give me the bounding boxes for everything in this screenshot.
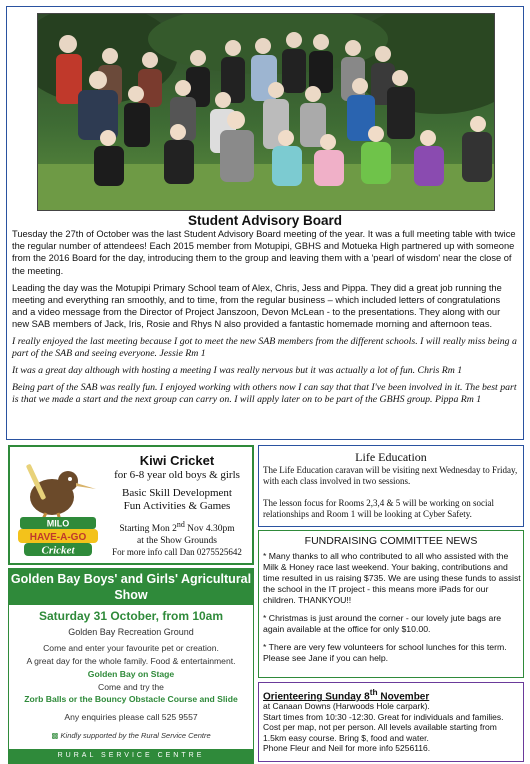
show-line: Come and try the	[98, 682, 164, 692]
student-advisory-board-article	[6, 6, 524, 440]
kiwi-venue: at the Show Grounds	[137, 535, 217, 546]
logo-text-have-a-go: HAVE-A-GO	[29, 532, 87, 543]
fundraising-body	[263, 551, 521, 671]
life-education-paragraph: The Life Education caravan will be visiting next Wednesday to Friday, with each class involved in two sessions.	[263, 465, 518, 486]
show-sponsor-note	[9, 731, 253, 740]
fundraising-item: * Many thanks to all who contributed to all who assisted with the Milk & Honey race last weekend. Your baking, contributions and time resulted in us raising $735. We are using these funds to assist the school in the IT project - this means more iPads for our children. THANKYOU!!	[263, 551, 521, 605]
fundraising-news	[258, 530, 524, 678]
article-body	[12, 228, 518, 412]
kiwi-cricket-subtitle: for 6-8 year old boys & girls	[114, 469, 240, 481]
kiwi-cricket-notice	[8, 445, 254, 565]
kiwi-cricket-activities	[102, 487, 252, 513]
group-photo-image	[38, 14, 495, 211]
show-heading: Golden Bay Boys' and Girls' Agricultural Show	[9, 569, 253, 605]
logo-text-milo: MILO	[46, 518, 70, 529]
show-venue: Golden Bay Recreation Ground	[68, 627, 194, 637]
orienteering-title-month: November	[377, 691, 430, 703]
article-paragraph: Tuesday the 27th of October was the last Student Advisory Board meeting of the year. It was a full meeting table with twice the regular number of attendees! Each 2015 member from Motupipi, GBHS and Motueka High partnered up with someone from the 2016 Board for the day, introducing them to the group and leaving them with a 'pearl of wisdom' near the close of the meeting.	[12, 229, 516, 276]
show-attractions: Zorb Balls or the Bouncy Obstacle Course and Slide	[24, 694, 238, 704]
show-stage: Golden Bay on Stage	[87, 669, 175, 679]
article-paragraph: Leading the day was the Motupipi Primary School team of Alex, Chris, Jess and Pippa. They did a great job running the meeting and everything ran smoothly, and to time, from the regular business – which included letters of congratulations and a video message from the Director of Project Janszoon, Devon McLean - to the presentations. They along with our new SAB members of Jack, Iris, Rosie and Rhys N also provided a fantastic homemade morning and afternoon teas.	[12, 282, 502, 330]
show-sponsor-text: Kindly supported by the Rural Service Centre	[60, 731, 211, 740]
orienteering-notice	[258, 682, 524, 762]
kiwi-contact-info: For more info call Dan 0275525642	[112, 547, 242, 557]
life-education-notice	[258, 445, 524, 527]
kiwi-start-time: Nov 4.30pm	[184, 524, 235, 535]
fundraising-item: * There are very few volunteers for school lunches for this term. Please see Jane if you can help.	[263, 642, 507, 663]
tractor-icon: ▩	[51, 731, 59, 740]
orienteering-title-text: Orienteering Sunday 8	[263, 691, 370, 703]
kiwi-bird-logo-image	[16, 453, 100, 557]
fundraising-title: FUNDRAISING COMMITTEE NEWS	[304, 535, 478, 547]
logo-text-cricket: Cricket	[41, 544, 75, 557]
kiwi-skill-line: Fun Activities & Games	[123, 500, 231, 512]
kiwi-start-text: Starting Mon 2	[119, 524, 177, 535]
kiwi-start-sup: nd	[176, 520, 185, 529]
show-line: A great day for the whole family. Food & entertainment.	[26, 656, 236, 666]
student-quote: It was a great day although with hosting a meeting I was really nervous but it was actually a lot of fun. Chris Rm 1	[12, 365, 463, 377]
student-quote: Being part of the SAB was really fun. I enjoyed working with others now I can say that that I've been involved in it. The best part is that we made a start and the next group can carry on. I will apply later on to be part of the GBHS group. Pippa Rm 1	[12, 382, 517, 406]
life-education-title: Life Education	[355, 450, 427, 464]
article-title: Student Advisory Board	[187, 213, 343, 228]
show-date: Saturday 31 October, from 10am	[38, 609, 224, 623]
rural-service-centre-bar: RURAL SERVICE CENTRE	[9, 749, 253, 763]
kiwi-start-date	[102, 519, 252, 536]
orienteering-body: at Canaan Downs (Harwoods Hole carpark). Start times from 10:30 -12:30. Great for individuals and families. Cost per map, not per person. All levels available starting from 1.5km easy course. Bring $, food and water. Phone Fleur and Neil for more info 5256116.	[263, 701, 504, 754]
student-quote: I really enjoyed the last meeting because I got to meet the new SAB members from the different schools. I will really miss being a part of the SAB and seeing everyone. Jessie Rm 1	[12, 335, 517, 359]
agricultural-show-notice	[8, 568, 254, 764]
fundraising-item: * Christmas is just around the corner - our lovely jute bags are again available at the office for only $10.00.	[263, 613, 502, 634]
orienteering-title-sup: th	[369, 687, 378, 697]
life-education-paragraph: The lesson focus for Rooms 2,3,4 & 5 will be working on social relationships and Room 1 will be looking at Cyber Safety.	[263, 498, 494, 519]
group-photo	[37, 13, 495, 211]
milo-have-a-go-cricket-logo	[16, 453, 100, 557]
kiwi-skill-line: Basic Skill Development	[122, 487, 232, 499]
kiwi-cricket-title: Kiwi Cricket	[139, 453, 215, 468]
show-line: Come and enter your favourite pet or creation.	[43, 643, 219, 653]
kiwi-cricket-schedule	[102, 519, 252, 547]
show-enquiries: Any enquiries please call 525 9557	[64, 712, 198, 722]
